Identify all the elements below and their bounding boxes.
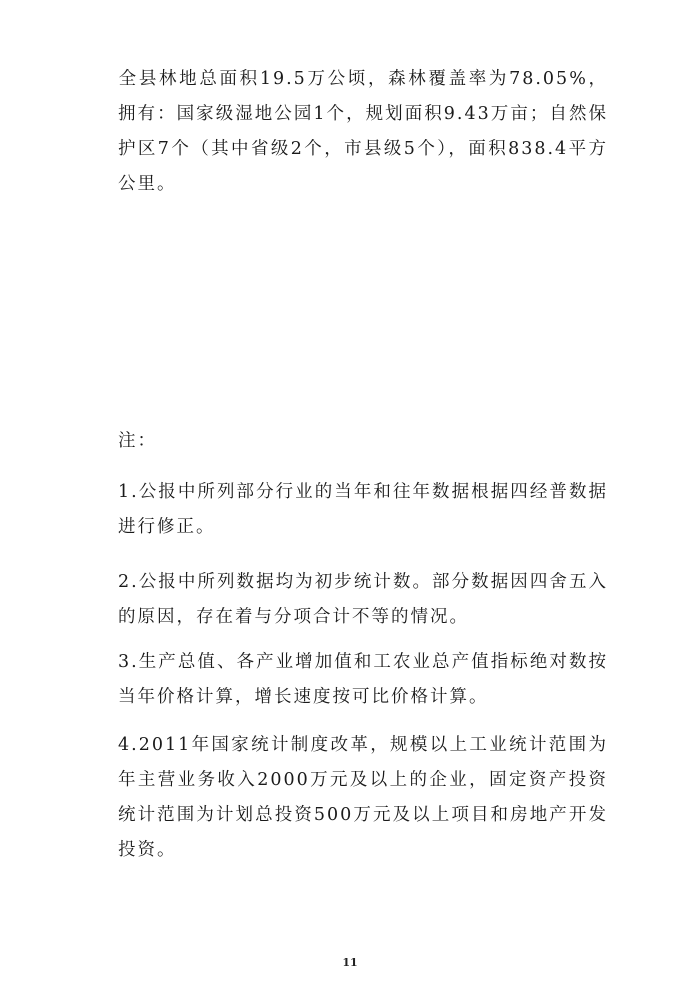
forest-paragraph: 全县林地总面积19.5万公顷，森林覆盖率为78.05%，拥有：国家级湿地公园1个，规划面积9.43万亩；自然保护区7个（其中省级2个，市县级5个），面积838.4平方公里。	[118, 69, 608, 194]
note-item-2: 2.公报中所列数据均为初步统计数。部分数据因四舍五入的原因，存在着与分项合计不等的情况。	[118, 572, 608, 627]
note-item-1: 1.公报中所列部分行业的当年和往年数据根据四经普数据进行修正。	[118, 482, 608, 537]
page-number: 11	[342, 956, 358, 969]
notes-heading: 注：	[118, 431, 157, 451]
note-item-4: 4.2011年国家统计制度改革，规模以上工业统计范围为年主营业务收入2000万元及以上的企业，固定资产投资统计范围为计划总投资500万元及以上项目和房地产开发投资。	[118, 735, 608, 860]
note-item-3: 3.生产总值、各产业增加值和工农业总产值指标绝对数按当年价格计算，增长速度按可比价格计算。	[118, 652, 608, 707]
